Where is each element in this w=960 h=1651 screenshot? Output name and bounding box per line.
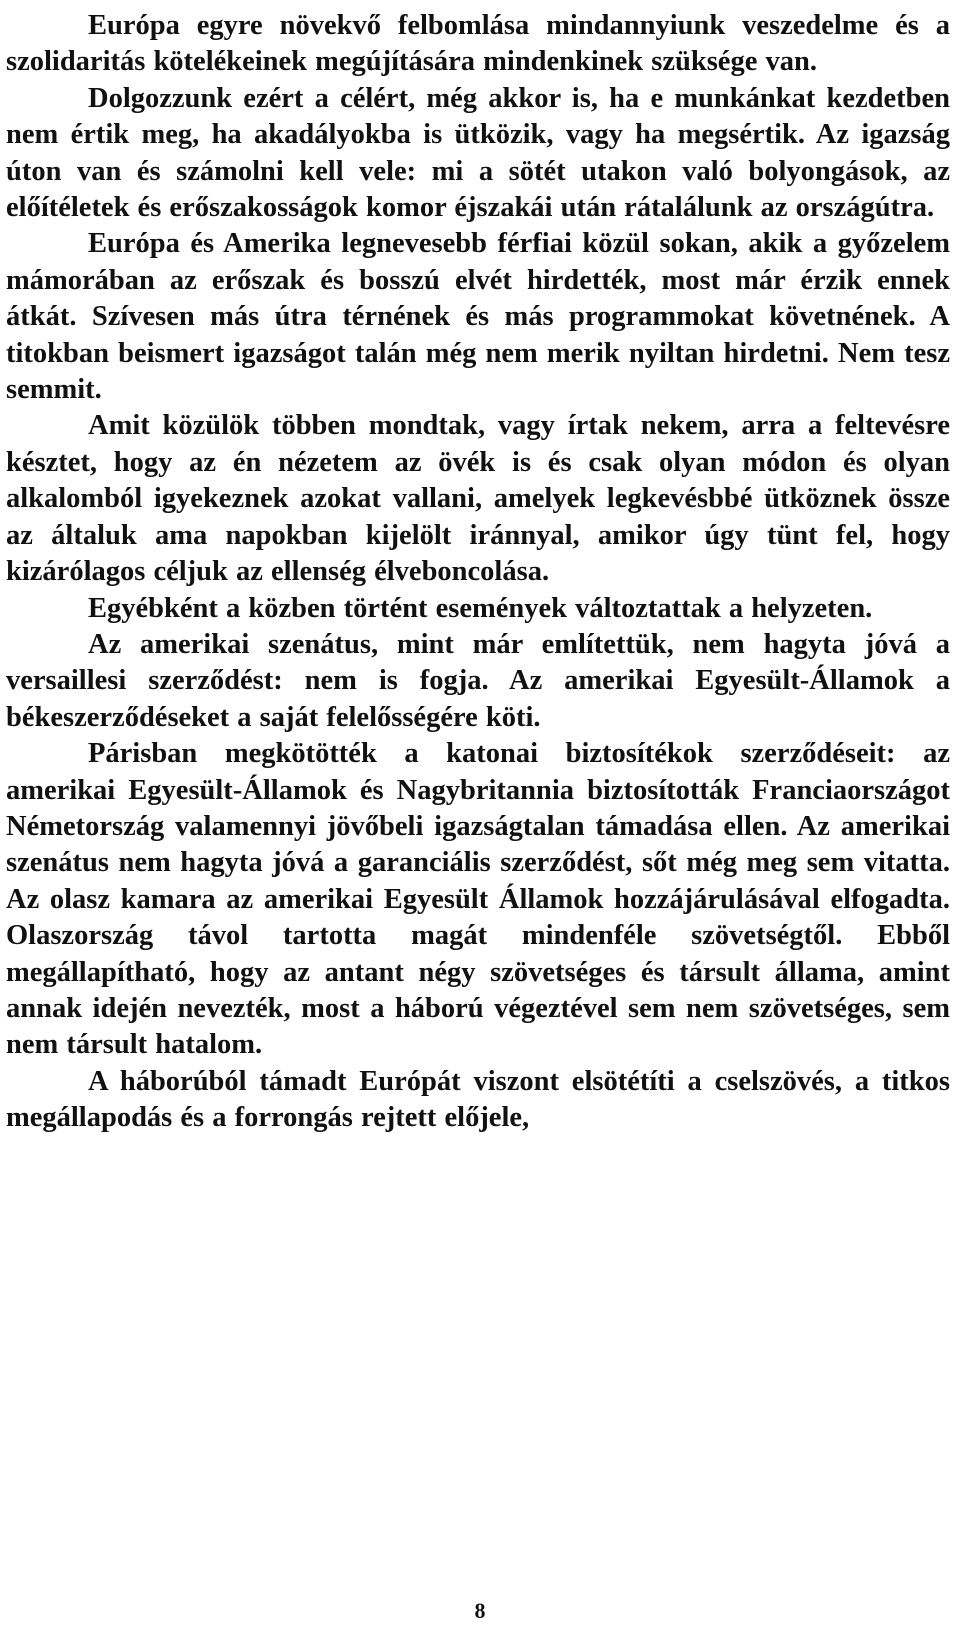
paragraph-3: Európa és Amerika legnevesebb férfiai közül sokan, akik a győzelem mámorában az erőszak és bosszú elvét hirdették, most már érzik ennek átkát. Szívesen más útra térnének és más programmokat követnének. A titokban beismert igazságot talán még nem merik nyiltan hirdetni. Nem tesz semmit. bbox=[6, 228, 950, 406]
paragraph-2: Dolgozzunk ezért a célért, még akkor is, ha e munkánkat kezdetben nem értik meg, ha akadályokba is ütközik, vagy ha megsértik. Az igazság úton van és számolni kell vele: mi a sötét utakon való bolyongások, az előítéletek és erőszakosságok komor éjszakái után rátalálunk az országútra. bbox=[6, 82, 950, 224]
paragraph-6: Az amerikai szenátus, mint már említettük, nem hagyta jóvá a versaillesi szerződést: nem is fogja. Az amerikai Egyesült-Államok a békeszerződéseket a saját felelősségére köti. bbox=[6, 628, 950, 733]
paragraph-5: Egyébként a közben történt események változtattak a helyzeten. bbox=[88, 592, 873, 624]
paragraph-7: Párisban megkötötték a katonai biztosítékok szerződéseit: az amerikai Egyesült-Államok és Nagybritannia biztosították Franciaországot Németország valamennyi jövőbeli igazságtalan támadása ellen. Az amerikai szenátus nem hagyta jóvá a garanciális szerződést, sőt még meg sem vitatta. Az olasz kamara az amerikai Egyesült Államok hozzájárulásával elfogadta. Olaszország távol tartotta magát mindenféle szövetségtől. Ebből megállapítható, hogy az antant négy szövetséges és társult állama, amint annak idején nevezték, most a háború végeztével sem nem szövetséges, sem nem társult hatalom. bbox=[6, 738, 950, 1061]
paragraph-1: Európa egyre növekvő felbomlása mindannyiunk veszedelme és a szolidaritás kötelékeinek megújítására mindenkinek szüksége van. bbox=[6, 10, 950, 78]
paragraph-8: A háborúból támadt Európát viszont elsötétíti a cselszövés, a titkos megállapodás és a forrongás rejtett előjele, bbox=[6, 1065, 950, 1134]
body-text bbox=[6, 8, 950, 1137]
page-number: 8 bbox=[474, 1598, 486, 1623]
paragraph-4: Amit közülök többen mondtak, vagy írtak nekem, arra a feltevésre késztet, hogy az én nézetem az övék is és csak olyan módon és olyan alkalomból igyekeznek azokat vallani, amelyek legkevésbbé ütköznek össze az általuk ama napokban kijelölt iránnyal, amikor úgy tünt fel, hogy kizárólagos céljuk az ellenség élveboncolása. bbox=[6, 410, 950, 588]
